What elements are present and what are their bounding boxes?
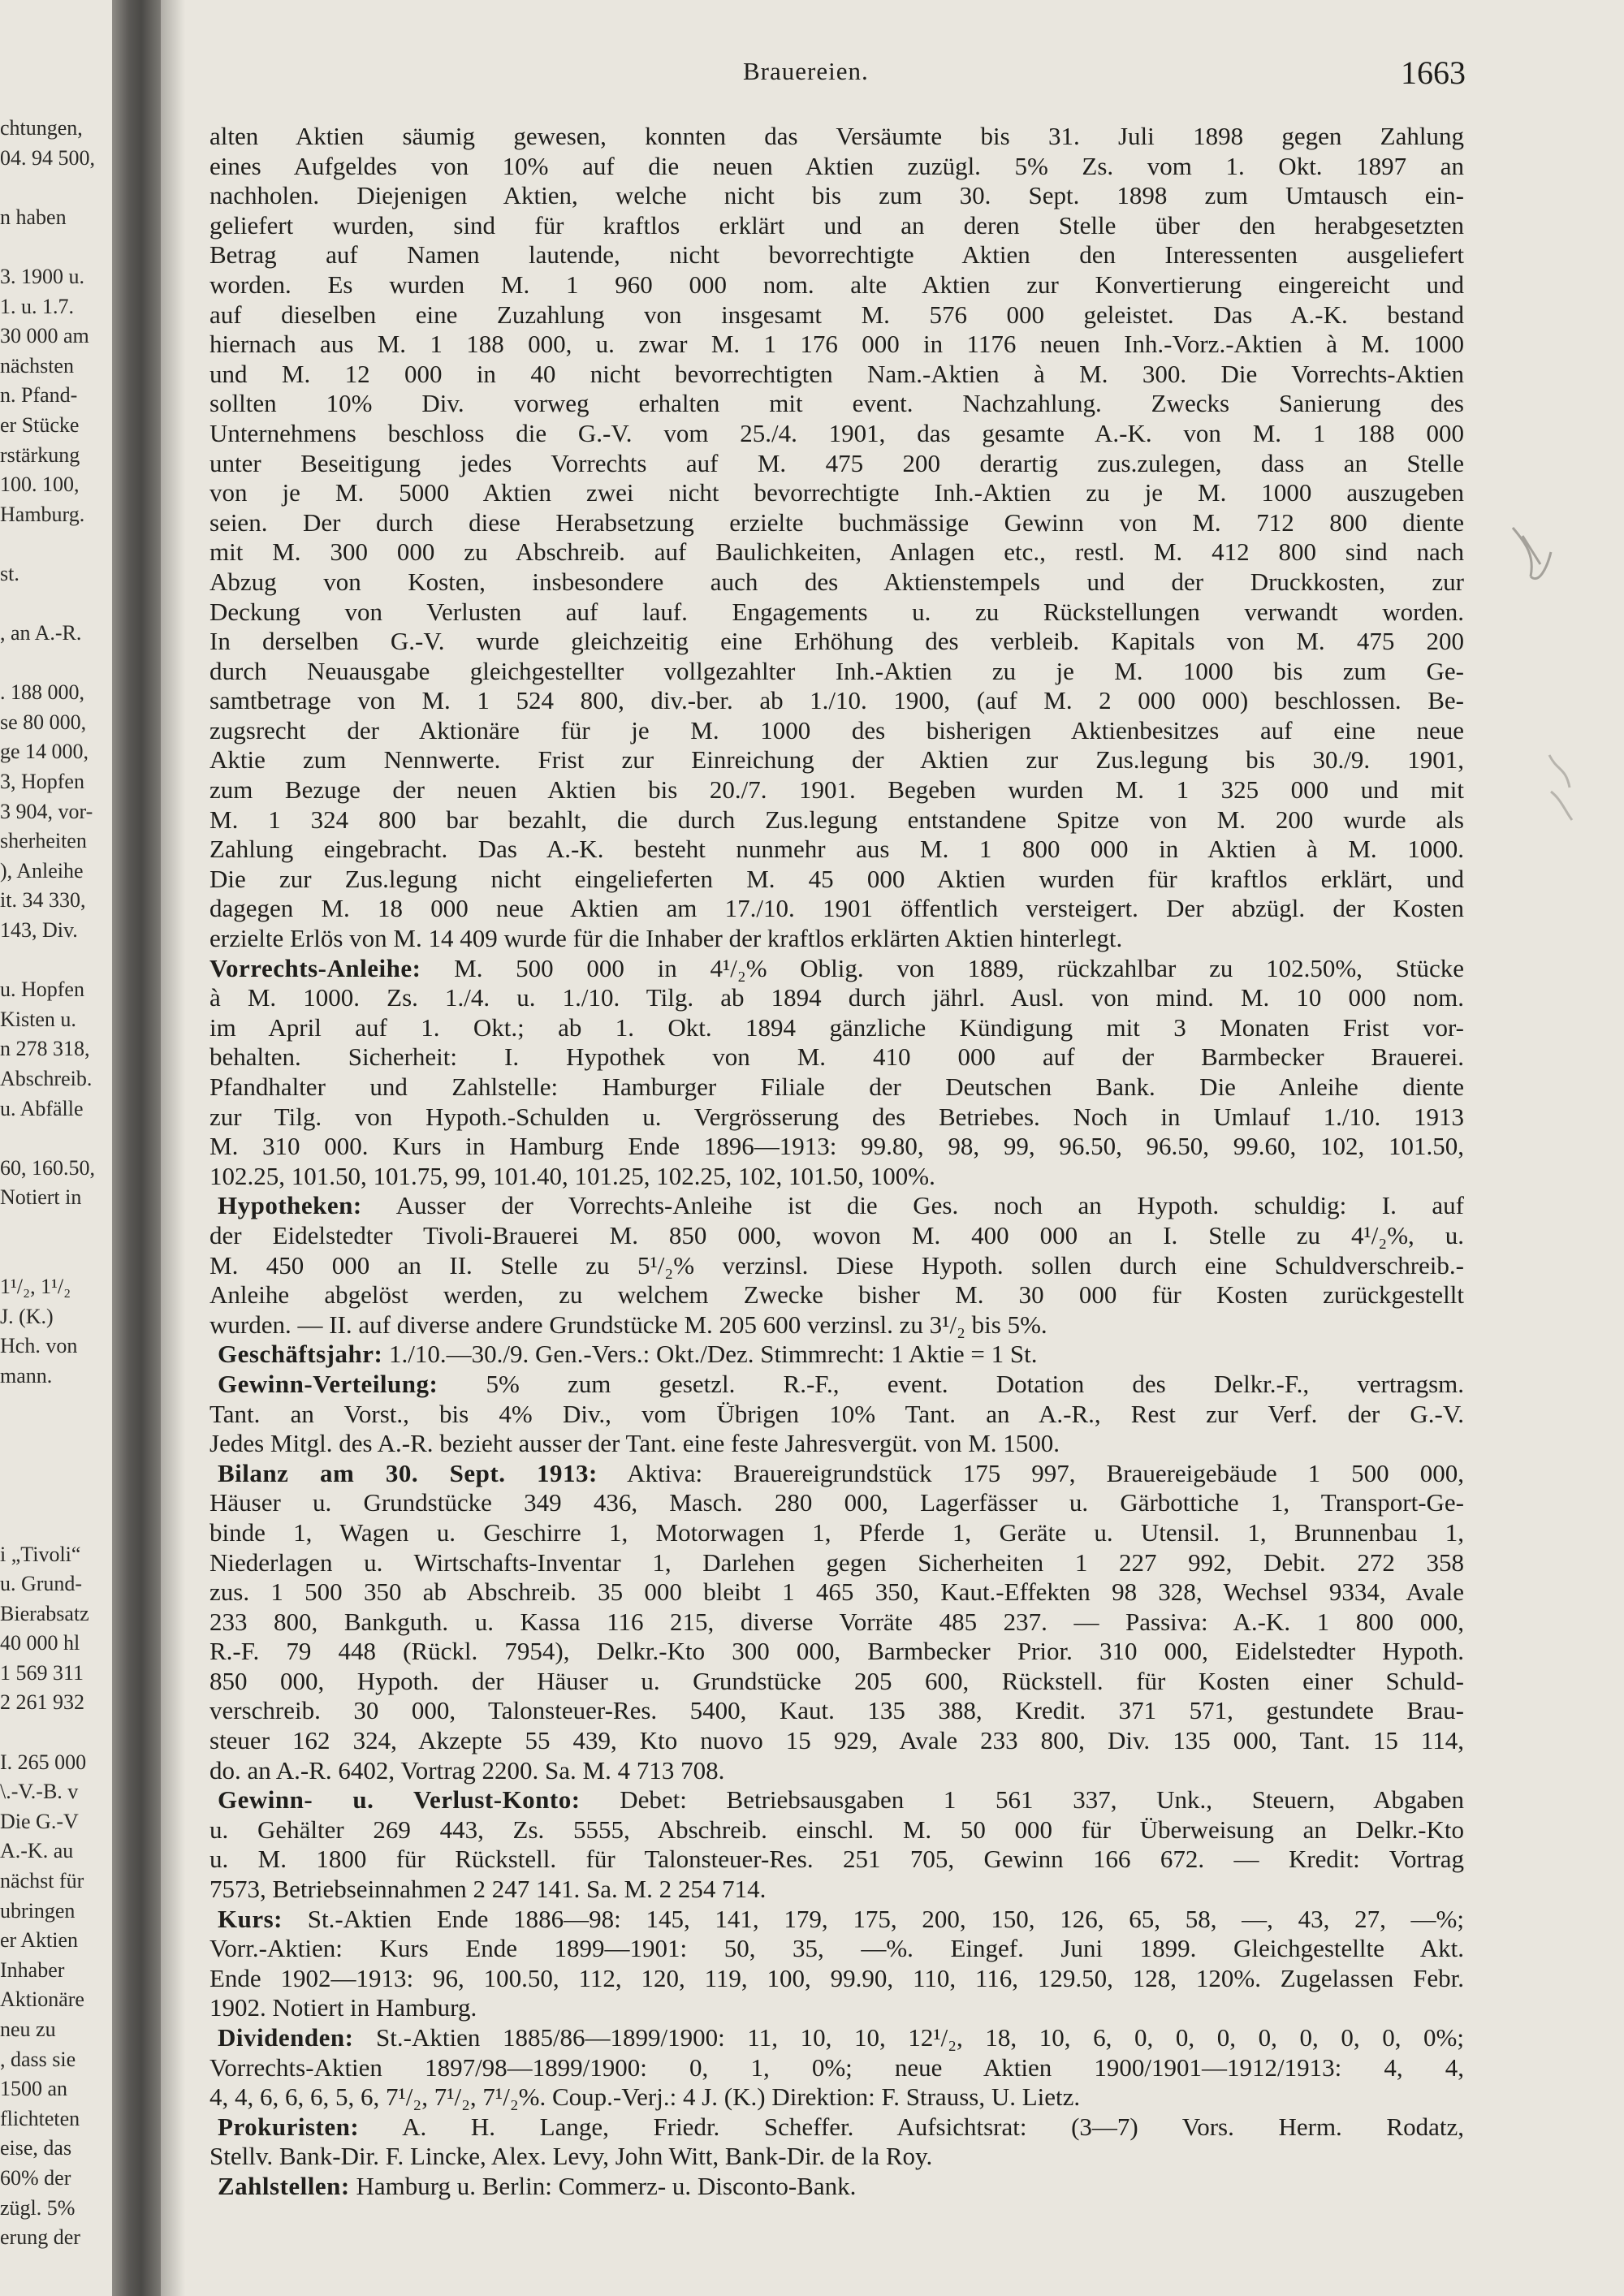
adjacent-page-line: , an A.-R.: [0, 621, 82, 645]
line-text: und M. 12 000 in 40 nicht bevorrechtigten Nam.-Aktien à M. 300. Die Vorrechts-Aktien: [209, 359, 1464, 388]
text-line: [209, 1845, 1464, 1875]
line-text: sollten 10% Div. vorweg erhalten mit event. Nachzahlung. Zwecks Sanierung des: [209, 389, 1464, 418]
adjacent-page-line: A.-K. au: [0, 1839, 74, 1863]
line-text: St.-Aktien 1885/86—1899/1900: 11, 10, 10, 12¹/₂, 18, 10, 6, 0, 0, 0, 0, 0, 0, 0, 0%;: [353, 2023, 1464, 2052]
adjacent-page-line: se 80 000,: [0, 710, 87, 734]
line-text: Debet: Betriebsausgaben 1 561 337, Unk., Steuern, Abgaben: [580, 1785, 1464, 1815]
line-text: Hamburg u. Berlin: Commerz- u. Disconto-Bank.: [349, 2171, 857, 2200]
adjacent-page-line: [0, 1421, 114, 1451]
line-text: im April auf 1. Okt.; ab 1. Okt. 1894 gänzliche Kündigung mit 3 Monaten Frist vor-: [209, 1012, 1464, 1042]
adjacent-page-line: 3 904, vor-: [0, 799, 93, 823]
section-heading: Zahlstellen:: [218, 2171, 350, 2200]
adjacent-page-line: [0, 1718, 114, 1748]
text-line: [209, 1459, 1464, 1489]
text-line: [209, 716, 1464, 746]
line-text: 7573, Betriebseinnahmen 2 247 141. Sa. M. 2 254 714.: [209, 1875, 767, 1904]
text-line: [209, 1042, 1464, 1072]
entry-body: [209, 122, 1464, 2202]
line-text: u. Gehälter 269 443, Zs. 5555, Abschreib. einschl. M. 50 000 für Überweisung an Delkr.-Kto: [209, 1815, 1464, 1844]
line-text: Betrag auf Namen lautende, nicht bevorrechtigte Aktien den Interessenten ausgeliefert: [209, 240, 1464, 270]
adjacent-page-line: Abschreib.: [0, 1067, 93, 1090]
adjacent-page-line: it. 34 330,: [0, 888, 86, 913]
line-text: Deckung von Verlusten auf lauf. Engagements u. zu Rückstellungen verwandt worden.: [209, 597, 1464, 626]
adjacent-page-line: Notiert in: [0, 1185, 82, 1210]
adjacent-page-line: eise, das: [0, 2136, 72, 2160]
line-text: 850 000, Hypoth. der Häuser u. Grundstücke 205 600, Rückstell. für Kosten einer Schuld-: [209, 1666, 1464, 1695]
text-line: [209, 1191, 1464, 1221]
line-text: verschreib. 30 000, Talonsteuer-Res. 5400, Kaut. 135 388, Kredit. 371 571, gestundete Brau-: [209, 1696, 1464, 1725]
line-text: 1./10.—30./9. Gen.-Vers.: Okt./Dez. Stimmrecht: 1 Aktie = 1 St.: [382, 1340, 1038, 1369]
line-text: 233 800, Bankguth. u. Kassa 116 215, diverse Vorräte 485 237. — Passiva: A.-K. 1 800 000,: [209, 1607, 1464, 1636]
text-line: [209, 360, 1464, 390]
text-line: [209, 1103, 1464, 1133]
text-line: [209, 1905, 1464, 1935]
line-text: A. H. Lange, Friedr. Scheffer. Aufsichtsrat: (3—7) Vors. Herm. Rodatz,: [359, 2112, 1464, 2141]
text-line: [209, 2053, 1464, 2083]
adjacent-page-strip: [0, 114, 114, 2250]
adjacent-page-line: u. Grund-: [0, 1572, 83, 1596]
line-text: der Eidelstedter Tivoli-Brauerei M. 850 000, wovon M. 400 000 an I. Stelle zu 4¹/₂%, u.: [209, 1220, 1464, 1249]
adjacent-page-line: nächsten: [0, 353, 74, 378]
adjacent-page-line: [0, 1451, 114, 1481]
text-line: [209, 330, 1464, 360]
adjacent-page-line: 40 000 hl: [0, 1631, 80, 1655]
section-heading: Bilanz am 30. Sept. 1913:: [218, 1458, 598, 1487]
ink-smudge-mark-2: [1541, 743, 1578, 832]
adjacent-page-line: [0, 173, 114, 203]
adjacent-page-line: 3. 1900 u.: [0, 264, 84, 288]
adjacent-page-line: n. Pfand-: [0, 383, 78, 408]
text-line: [209, 419, 1464, 449]
line-text: dagegen M. 18 000 neue Aktien am 17./10. 1901 öffentlich versteigert. Der abzügl. der Kosten: [209, 894, 1464, 923]
line-text: worden. Es wurden M. 1 960 000 nom. alte Aktien zur Konvertierung eingereicht und: [209, 270, 1464, 299]
adjacent-page-line: nächst für: [0, 1869, 84, 1893]
section-heading: Hypotheken:: [218, 1191, 362, 1220]
text-line: [209, 1251, 1464, 1281]
adjacent-page-line: Aktionäre: [0, 1987, 84, 2012]
text-line: [209, 389, 1464, 419]
adjacent-page-line: , dass sie: [0, 2047, 76, 2071]
line-text: nachholen. Diejenigen Aktien, welche nicht bis zum 30. Sept. 1898 zum Umtausch ein-: [209, 181, 1464, 210]
line-text: zus. 1 500 350 ab Abschreib. 35 000 bleibt 1 465 350, Kaut.-Effekten 98 328, Wechsel 9334, Avale: [209, 1577, 1464, 1607]
line-text: wurden. — II. auf diverse andere Grundstücke M. 205 600 verzinsl. zu 3¹/₂ bis 5%.: [209, 1310, 1047, 1339]
section-heading: Dividenden:: [218, 2023, 354, 2052]
text-line: [209, 1934, 1464, 1964]
line-text: Zahlung eingebracht. Das A.-K. besteht nunmehr aus M. 1 800 000 in Aktien à M. 1000.: [209, 835, 1464, 864]
text-line: [209, 835, 1464, 865]
adjacent-page-line: 60% der: [0, 2165, 71, 2190]
adjacent-page-line: neu zu: [0, 2018, 56, 2041]
line-text: M. 310 000. Kurs in Hamburg Ende 1896—1913: 99.80, 98, 99, 96.50, 96.50, 99.60, 102, 101.50,: [209, 1132, 1464, 1161]
adjacent-page-line: [0, 946, 114, 976]
text-line: [209, 1667, 1464, 1697]
line-text: Stellv. Bank-Dir. F. Lincke, Alex. Levy, John Witt, Bank-Dir. de la Roy.: [209, 2142, 933, 2171]
adjacent-page-line: zügl. 5%: [0, 2195, 76, 2220]
adjacent-page-line: rstärkung: [0, 442, 80, 467]
adjacent-page-line: Kisten u.: [0, 1007, 76, 1031]
line-text: hiernach aus M. 1 188 000, u. zwar M. 1 176 000 in 1176 neuen Inh.-Vorz.-Aktien à M. 1000: [209, 330, 1464, 359]
section-heading: Geschäftsjahr:: [218, 1340, 383, 1369]
adjacent-page-line: ), Anleihe: [0, 858, 84, 883]
line-text: zugsrecht der Aktionäre für je M. 1000 des bisherigen Aktienbesitzes auf eine neue: [209, 715, 1464, 744]
line-text: 1902. Notiert in Hamburg.: [209, 1993, 477, 2022]
line-text: 102.25, 101.50, 101.75, 99, 101.40, 101.25, 102.25, 102, 101.50, 100%.: [209, 1161, 935, 1190]
line-text: Pfandhalter und Zahlstelle: Hamburger Filiale der Deutschen Bank. Die Anleihe diente: [209, 1072, 1464, 1101]
adjacent-page-line: [0, 1510, 114, 1540]
text-line: [209, 1072, 1464, 1103]
adjacent-page-line: Bierabsatz: [0, 1601, 89, 1625]
line-text: durch Neuausgabe gleichgestellter vollgezahlter Inh.-Aktien zu je M. 1000 bis zum Ge-: [209, 656, 1464, 685]
adjacent-page-line: I. 265 000: [0, 1750, 87, 1774]
text-line: [209, 894, 1464, 924]
line-text: u. M. 1800 für Rückstell. für Talonsteuer-Res. 251 705, Gewinn 166 672. — Kredit: Vortrag: [209, 1845, 1464, 1874]
text-line: [209, 775, 1464, 805]
adjacent-page-line: erung der: [0, 2225, 80, 2250]
text-line: [209, 1429, 1464, 1459]
line-text: Niederlagen u. Wirtschafts-Inventar 1, Darlehen gegen Sicherheiten 1 227 992, Debit. 272 358: [209, 1547, 1464, 1577]
adjacent-page-line: Hch. von: [0, 1334, 78, 1358]
text-line: [209, 152, 1464, 182]
text-line: [209, 1518, 1464, 1548]
line-text: steuer 162 324, Akzepte 55 439, Kto nuovo 15 929, Avale 233 800, Div. 135 000, Tant. 15 114,: [209, 1726, 1464, 1755]
text-line: [209, 1310, 1464, 1340]
line-text: Aktiva: Brauereigrundstück 175 997, Brauereigebäude 1 500 000,: [597, 1458, 1464, 1487]
text-line: [209, 1340, 1464, 1370]
text-line: [209, 1280, 1464, 1310]
adjacent-page-line: 143, Div.: [0, 918, 78, 943]
adjacent-page-line: u. Abfälle: [0, 1096, 84, 1120]
adjacent-page-line: [0, 1213, 114, 1243]
text-line: [209, 1013, 1464, 1043]
adjacent-page-line: [0, 529, 114, 559]
text-line: [209, 240, 1464, 270]
line-text: unter Beseitigung jedes Vorrechts auf M. 475 200 derartig zus.zulegen, dass an Stelle: [209, 448, 1464, 477]
adjacent-page-line: 3, Hopfen: [0, 770, 84, 794]
text-line: [209, 1221, 1464, 1251]
gutter-shadow: [161, 0, 185, 2296]
adjacent-page-line: st.: [0, 561, 19, 585]
line-text: auf dieselben eine Zuzahlung von insgesamt M. 576 000 geleistet. Das A.-K. bestand: [209, 300, 1464, 329]
text-line: [209, 2113, 1464, 2143]
line-text: geliefert wurden, sind für kraftlos erklärt und an deren Stelle über den herabgesetzten: [209, 210, 1464, 240]
line-text: R.-F. 79 448 (Rückl. 7954), Delkr.-Kto 300 000, Barmbecker Prior. 310 000, Eidelstedter Hypoth.: [209, 1637, 1464, 1666]
text-line: [209, 1785, 1464, 1815]
adjacent-page-line: 1500 an: [0, 2077, 68, 2101]
section-heading: Kurs:: [218, 1904, 283, 1933]
adjacent-page-line: Inhaber: [0, 1957, 65, 1982]
text-line: [209, 2172, 1464, 2202]
adjacent-page-line: ge 14 000,: [0, 740, 89, 764]
text-line: [209, 745, 1464, 775]
page-number: 1663: [1401, 54, 1466, 91]
text-line: [209, 1815, 1464, 1845]
text-line: [209, 1162, 1464, 1192]
text-line: [209, 1608, 1464, 1638]
adjacent-page-line: 60, 160.50,: [0, 1155, 95, 1180]
adjacent-page-line: \.-V.-B. v: [0, 1780, 79, 1804]
text-line: [209, 1488, 1464, 1518]
text-line: [209, 1726, 1464, 1756]
text-line: [209, 478, 1464, 508]
line-text: behalten. Sicherheit: I. Hypothek von M. 410 000 auf der Barmbecker Brauerei.: [209, 1042, 1464, 1072]
section-heading: Vorrechts-Anleihe:: [209, 953, 421, 982]
text-line: [209, 537, 1464, 568]
text-line: [209, 983, 1464, 1013]
text-line: [209, 211, 1464, 241]
text-line: [209, 1400, 1464, 1430]
line-text: Ende 1902—1913: 96, 100.50, 112, 120, 119, 100, 99.90, 110, 116, 129.50, 128, 120%. Zugelassen Febr.: [209, 1963, 1464, 1992]
adjacent-page-line: [0, 589, 114, 619]
text-line: [209, 954, 1464, 984]
text-line: [209, 865, 1464, 895]
text-line: [209, 1964, 1464, 1994]
text-line: [209, 181, 1464, 211]
text-line: [209, 1577, 1464, 1608]
text-line: [209, 1132, 1464, 1162]
line-text: Jedes Mitgl. des A.-R. bezieht ausser der Tant. eine feste Jahresvergüt. von M. 1500.: [209, 1429, 1060, 1458]
line-text: St.-Aktien Ende 1886—98: 145, 141, 179, 175, 200, 150, 126, 65, 58, —, 43, 27, —%;: [283, 1904, 1464, 1933]
line-text: zur Tilg. von Hypoth.-Schulden u. Vergrösserung des Betriebes. Noch in Umlauf 1./10. 1913: [209, 1102, 1464, 1131]
line-text: zum Bezuge der neuen Aktien bis 20./7. 1901. Begeben wurden M. 1 325 000 und mit: [209, 775, 1464, 805]
line-text: binde 1, Wagen u. Geschirre 1, Motorwagen 1, Pferde 1, Geräte u. Utensil. 1, Brunnenbau 1,: [209, 1517, 1464, 1547]
text-line: [209, 568, 1464, 598]
text-line: [209, 686, 1464, 716]
adjacent-page-line: n 278 318,: [0, 1037, 90, 1061]
adjacent-page-line: 100. 100,: [0, 473, 80, 497]
adjacent-page-line: 2 261 932: [0, 1690, 84, 1715]
text-line: [209, 508, 1464, 538]
section-heading: Gewinn-Verteilung:: [218, 1369, 438, 1398]
adjacent-page-line: mann.: [0, 1363, 53, 1388]
text-line: [209, 627, 1464, 657]
line-text: do. an A.-R. 6402, Vortrag 2200. Sa. M. 4 713 708.: [209, 1755, 725, 1785]
adjacent-page-line: [0, 1392, 114, 1422]
line-text: Vorr.-Aktien: Kurs Ende 1899—1901: 50, 35, —%. Eingef. Juni 1899. Gleichgestellte Akt.: [209, 1934, 1464, 1963]
text-line: [209, 300, 1464, 330]
line-text: 5% zum gesetzl. R.-F., event. Dotation des Delkr.-F., vertragsm.: [438, 1369, 1464, 1398]
line-text: 4, 4, 6, 6, 6, 5, 6, 7¹/₂, 7¹/₂, 7¹/₂%. Coup.-Verj.: 4 J. (K.) Direktion: F. Strauss, U. Lietz.: [209, 2082, 1081, 2112]
text-line: [209, 2142, 1464, 2172]
adjacent-page-line: 1¹/₂, 1¹/₂: [0, 1275, 71, 1299]
line-text: von je M. 5000 Aktien zwei nicht bevorrechtigte Inh.-Aktien zu je M. 1000 auszugeben: [209, 478, 1464, 507]
adjacent-page-line: [0, 1124, 114, 1154]
adjacent-page-line: er Stücke: [0, 412, 80, 437]
text-line: [209, 1696, 1464, 1726]
adjacent-page-line: . 188 000,: [0, 680, 84, 705]
line-text: Anleihe abgelöst werden, zu welchem Zwecke bisher M. 30 000 für Kosten zurückgestellt: [209, 1280, 1464, 1310]
line-text: alten Aktien säumig gewesen, konnten das Versäumte bis 31. Juli 1898 gegen Zahlung: [209, 122, 1464, 150]
line-text: M. 1 324 800 bar bezahlt, die durch Zus.legung entstandene Spitze von M. 200 wurde als: [209, 805, 1464, 834]
text-line: [209, 2082, 1464, 2113]
adjacent-page-line: chtungen,: [0, 116, 83, 140]
text-line: [209, 122, 1464, 152]
line-text: Ausser der Vorrechts-Anleihe ist die Ges. noch an Hypoth. schuldig: I. auf: [361, 1191, 1464, 1220]
line-text: In derselben G.-V. wurde gleichzeitig eine Erhöhung des verbleib. Kapitals von M. 475 200: [209, 627, 1464, 656]
adjacent-page-line: Hamburg.: [0, 502, 85, 526]
adjacent-page-line: 1 569 311: [0, 1660, 84, 1685]
line-text: Vorrechts-Aktien 1897/98—1899/1900: 0, 1, 0%; neue Aktien 1900/1901—1912/1913: 4, 4,: [209, 2052, 1464, 2082]
adjacent-page-line: ubringen: [0, 1898, 76, 1923]
line-text: Häuser u. Grundstücke 349 436, Masch. 280 000, Lagerfässer u. Gärbottiche 1, Transport-Ge-: [209, 1488, 1464, 1517]
adjacent-page-line: 1. u. 1.7.: [0, 294, 74, 318]
text-line: [209, 805, 1464, 835]
line-text: Abzug von Kosten, insbesondere auch des Aktienstempels und der Druckkosten, zur: [209, 567, 1464, 596]
section-heading: Gewinn- u. Verlust-Konto:: [218, 1785, 581, 1815]
running-header-title: Brauereien.: [743, 57, 869, 85]
adjacent-page-line: J. (K.): [0, 1304, 54, 1328]
line-text: Unternehmens beschloss die G.-V. vom 25./4. 1901, das gesamte A.-K. von M. 1 188 000: [209, 418, 1464, 447]
text-line: [209, 1637, 1464, 1667]
adjacent-page-line: 04. 94 500,: [0, 145, 95, 170]
text-line: [209, 598, 1464, 628]
section-heading: Prokuristen:: [218, 2112, 360, 2141]
adjacent-page-line: i „Tivoli“: [0, 1542, 81, 1566]
adjacent-page-line: n haben: [0, 205, 67, 229]
line-text: à M. 1000. Zs. 1./4. u. 1./10. Tilg. ab 1894 durch jährl. Ausl. von mind. M. 10 000 nom.: [209, 983, 1464, 1012]
line-text: Aktie zum Nennwerte. Frist zur Einreichung der Aktien zur Zus.legung bis 30./9. 1901,: [209, 745, 1464, 775]
ink-smudge-mark: [1506, 520, 1555, 609]
adjacent-page-line: flichteten: [0, 2106, 80, 2130]
adjacent-page-line: [0, 649, 114, 679]
text-line: [209, 1548, 1464, 1578]
adjacent-page-line: er Aktien: [0, 1928, 79, 1953]
text-line: [209, 449, 1464, 479]
text-line: [209, 924, 1464, 954]
book-gutter: [112, 0, 161, 2296]
adjacent-page-line: 30 000 am: [0, 324, 89, 348]
text-line: [209, 2023, 1464, 2053]
line-text: erzielte Erlös von M. 14 409 wurde für die Inhaber der kraftlos erklärten Aktien hinterlegt.: [209, 924, 1123, 953]
line-text: seien. Der durch diese Herabsetzung erzielte buchmässige Gewinn von M. 712 800 diente: [209, 507, 1464, 537]
adjacent-page-line: [0, 232, 114, 262]
adjacent-page-line: sherheiten: [0, 829, 87, 853]
adjacent-page-line: [0, 1243, 114, 1273]
adjacent-page-line: u. Hopfen: [0, 978, 84, 1002]
line-text: eines Aufgeldes von 10% auf die neuen Aktien zuzügl. 5% Zs. vom 1. Okt. 1897 an: [209, 151, 1464, 180]
line-text: Die zur Zus.legung nicht eingelieferten M. 45 000 Aktien wurden für kraftlos erklärt, und: [209, 864, 1464, 893]
line-text: mit M. 300 000 zu Abschreib. auf Baulichkeiten, Anlagen etc., restl. M. 412 800 sind nach: [209, 537, 1464, 567]
text-line: [209, 1993, 1464, 2023]
text-line: [209, 657, 1464, 687]
adjacent-page-line: [0, 1480, 114, 1510]
text-line: [209, 270, 1464, 300]
line-text: Tant. an Vorst., bis 4% Div., vom Übrigen 10% Tant. an A.-R., Rest zur Verf. der G.-V.: [209, 1399, 1464, 1428]
adjacent-page-line: Die G.-V: [0, 1809, 79, 1833]
text-line: [209, 1756, 1464, 1786]
line-text: M. 450 000 an II. Stelle zu 5¹/₂% verzinsl. Diese Hypoth. sollen durch eine Schuldverschreib.-: [209, 1250, 1464, 1280]
text-line: [209, 1370, 1464, 1400]
line-text: samtbetrage von M. 1 524 800, div.-ber. ab 1./10. 1900, (auf M. 2 000 000) beschlossen. Be-: [209, 686, 1464, 715]
line-text: M. 500 000 in 4¹/₂% Oblig. von 1889, rückzahlbar zu 102.50%, Stücke: [421, 953, 1464, 982]
text-line: [209, 1875, 1464, 1905]
